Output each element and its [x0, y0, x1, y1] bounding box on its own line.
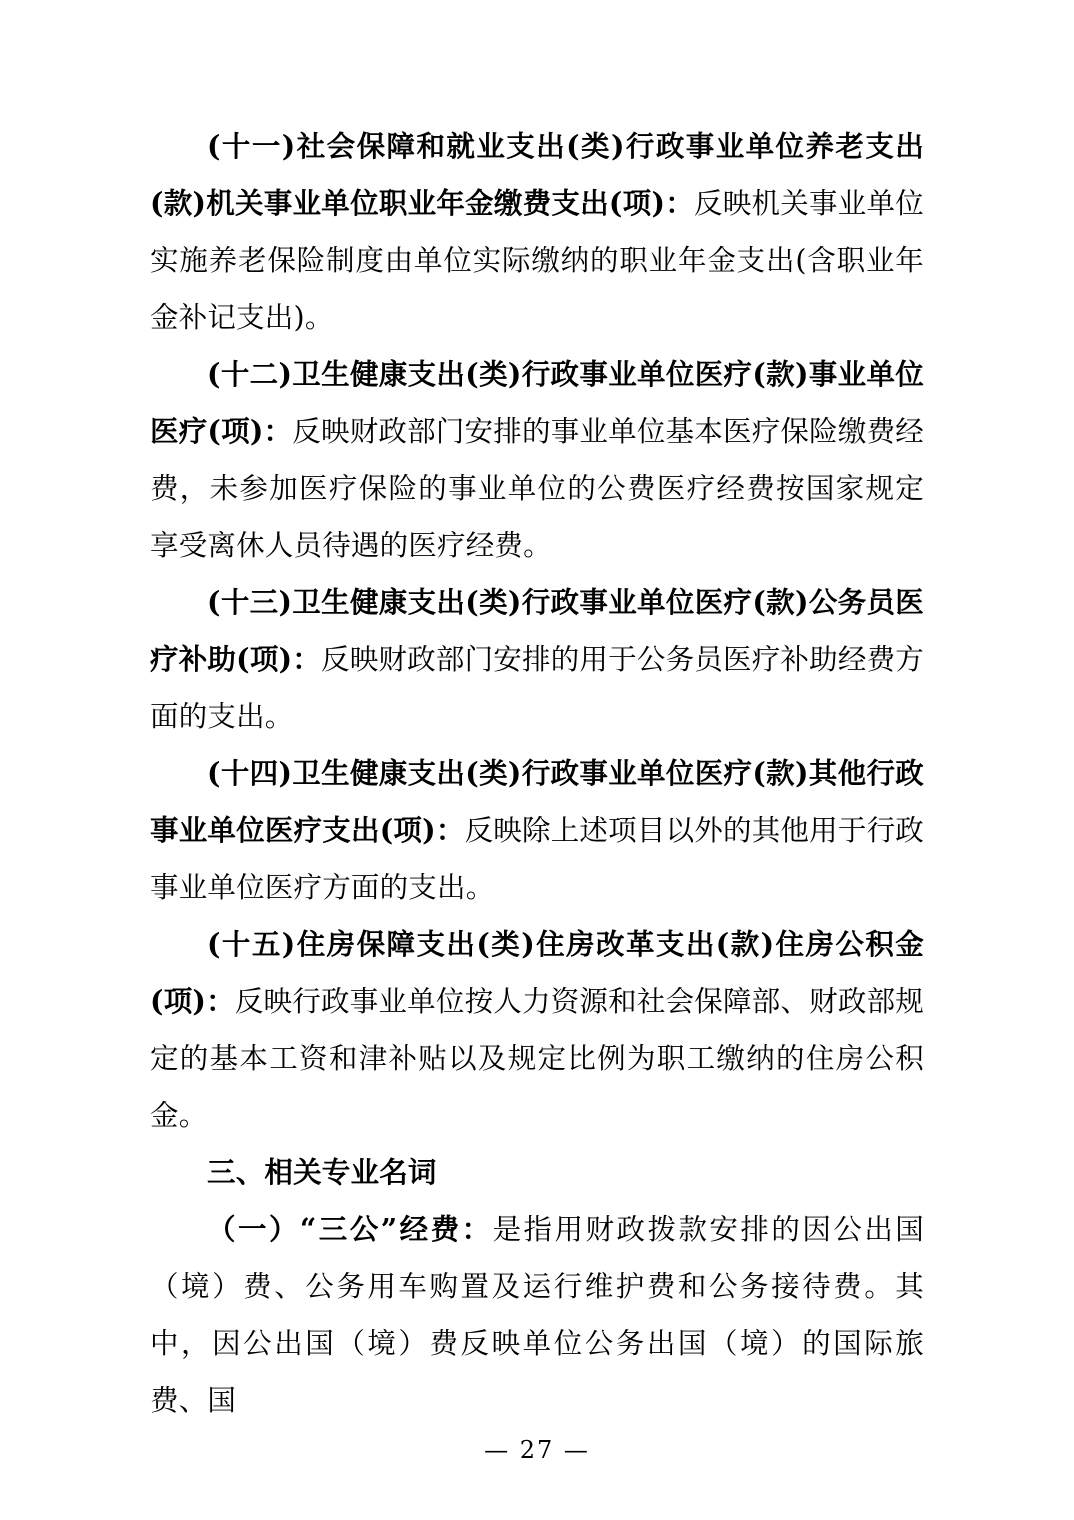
- paragraph-12-text: 反映财政部门安排的事业单位基本医疗保险缴费经费，未参加医疗保险的事业单位的公费医疗经费按国家规定享受离休人员待遇的医疗经费。: [150, 415, 924, 562]
- paragraph-15-lead: (十五)住房保障支出(类)住房改革支出(款)住房公积金(项)：: [150, 927, 924, 1018]
- paragraph-terms-1-lead: （一）“三公”经费：: [207, 1212, 493, 1246]
- paragraph-11-lead: (十一)社会保障和就业支出(类)行政事业单位养老支出(款)机关事业单位职业年金缴费支出(项)：: [150, 129, 924, 220]
- paragraph-terms-1-text: 是指用财政拨款安排的因公出国（境）费、公务用车购置及运行维护费和公务接待费。其中，因公出国（境）费反映单位公务出国（境）的国际旅费、国: [150, 1213, 924, 1417]
- paragraph-15: [150, 916, 924, 1144]
- paragraph-14: [150, 745, 924, 916]
- paragraph-13: [150, 574, 924, 745]
- document-body: [150, 118, 924, 1429]
- paragraph-11-text: 反映机关事业单位实施养老保险制度由单位实际缴纳的职业年金支出(含职业年金补记支出)。: [150, 187, 924, 334]
- paragraph-12: [150, 346, 924, 574]
- paragraph-13-text: 反映财政部门安排的用于公务员医疗补助经费方面的支出。: [150, 643, 924, 733]
- paragraph-13-lead: (十三)卫生健康支出(类)行政事业单位医疗(款)公务员医疗补助(项)：: [150, 585, 924, 676]
- paragraph-11: [150, 118, 924, 346]
- paragraph-14-lead: (十四)卫生健康支出(类)行政事业单位医疗(款)其他行政事业单位医疗支出(项)：: [150, 756, 924, 847]
- paragraph-15-text: 反映行政事业单位按人力资源和社会保障部、财政部规定的基本工资和津补贴以及规定比例为职工缴纳的住房公积金。: [150, 985, 924, 1132]
- paragraph-12-lead: (十二)卫生健康支出(类)行政事业单位医疗(款)事业单位医疗(项)：: [150, 357, 924, 448]
- section-heading-terms: 三、相关专业名词: [207, 1155, 437, 1189]
- page-number: — 27 —: [484, 1436, 590, 1464]
- paragraph-14-text: 反映除上述项目以外的其他用于行政事业单位医疗方面的支出。: [150, 814, 924, 904]
- paragraph-terms-1: [150, 1201, 924, 1429]
